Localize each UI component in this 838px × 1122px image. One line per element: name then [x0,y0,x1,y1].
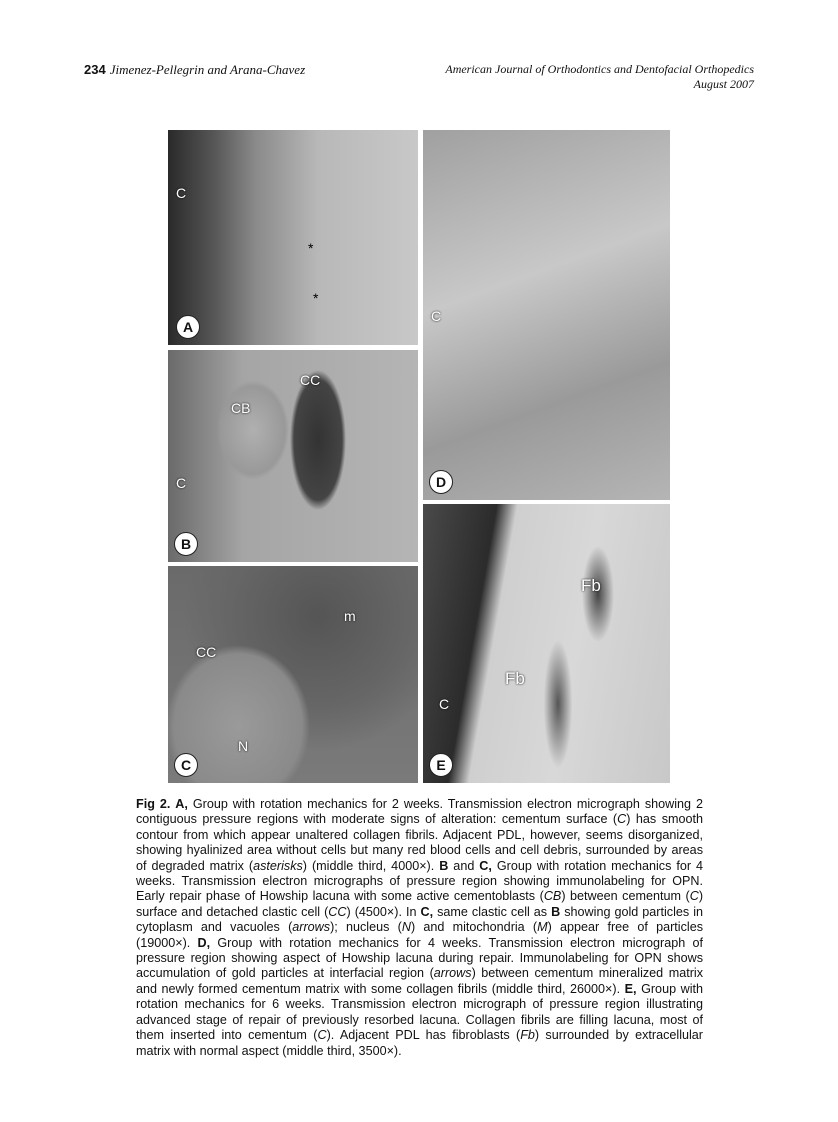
issue-date: August 2007 [693,77,754,91]
journal-name: American Journal of Orthodontics and Dentofacial Orthopedics [445,62,754,76]
caption-segment: ) surface and detached clastic cell ( [136,889,704,919]
panel-label-c: C [431,308,442,324]
caption-segment: C [617,812,627,827]
page-number: 234 [84,62,106,77]
caption-segment: CB [543,889,562,904]
caption-segment: arrows [292,920,331,935]
panel-label-n: N [238,738,249,754]
panel-label-c: C [176,185,187,201]
running-header-left [84,62,305,78]
asterisk-marker: * [308,240,314,256]
figure-panel-b [168,350,418,562]
asterisk-marker: * [313,290,319,306]
figure-panel-e [423,504,670,783]
panel-letter: C [174,753,198,777]
caption-segment: ) has smooth contour from which appear unaltered collagen fibrils. Adjacent PDL, however, seems disorganized, showing hyalinized area without cells but many red blood cells and cell debris, surrounded by areas of degraded matrix ( [136,812,703,873]
figure-panel-c [168,566,418,783]
caption-segment: ) between cementum ( [561,889,690,904]
caption-segment: C [317,1028,327,1043]
caption-segment: ) appear free of particles (19000×). [136,920,704,950]
caption-segment: B [551,904,561,919]
panel-label-c: C [439,696,450,712]
caption-segment: arrows [433,966,472,981]
caption-segment: C, [479,858,492,873]
caption-segment: ) between cementum mineralized matrix and newly formed cementum matrix with some collagen fibrils (middle third, 26000×). [136,966,703,996]
panel-letter: B [174,532,198,556]
caption-segment: C [689,889,699,904]
figure-caption [136,797,703,1059]
figure-panel-d [423,130,670,500]
panel-letter: A [176,315,200,339]
caption-segment: E, [624,981,637,996]
panel-label-cc: CC [300,372,321,388]
figure-panel-a [168,130,418,345]
caption-segment: Group with rotation mechanics for 4 weeks. Transmission electron micrograph of pressure region showing aspect of Howship lacuna during repair. Immunolabeling for OPN shows accumulation of gold particles at interfacial region ( [136,935,704,981]
caption-segment: D, [197,935,211,950]
running-header-right [445,62,754,92]
caption-segment: C, [420,904,434,919]
caption-segment: ) and mitochondria ( [410,920,538,935]
panel-letter: D [429,470,453,494]
caption-segment: ). Adjacent PDL has fibroblasts ( [326,1028,521,1043]
panel-letter: E [429,753,453,777]
caption-segment: M [537,920,548,935]
caption-segment: ); nucleus ( [330,920,402,935]
caption-segment: Fig 2. [136,797,171,811]
caption-segment: B [439,858,449,873]
panel-label-fb: Fb [505,669,525,688]
panel-label-fb: Fb [581,576,601,595]
caption-segment: showing gold particles in cytoplasm and vacuoles ( [136,904,703,935]
authors: Jimenez-Pellegrin and Arana-Chavez [109,62,306,77]
caption-segment: N [401,920,411,935]
caption-segment: asterisks [253,858,303,873]
panel-label-c: C [176,475,187,491]
caption-segment: ) surrounded by extracellular matrix with normal aspect (middle third, 3500×). [136,1028,704,1058]
caption-segment: Group with rotation mechanics for 6 weeks. Transmission electron micrograph of pressure region illustrating advanced stage of repair of previously resorbed lacuna. Collagen fibrils are filling lacuna, most of them inserted into cementum ( [136,981,703,1043]
panel-label-m: m [344,608,356,624]
caption-segment: Group with rotation mechanics for 2 weeks. Transmission electron micrograph showing 2 contiguous pressure regions with moderate signs of alteration: cementum surface ( [136,797,703,827]
panel-label-cb: CB [231,400,251,416]
caption-segment: ) (4500×). In [346,904,421,919]
caption-segment: and [448,858,480,873]
caption-segment: same clastic cell as [433,904,552,919]
caption-segment: Group with rotation mechanics for 4 weeks. Transmission electron micrographs of pressure region showing immunolabeling for OPN. Early repair phase of Howship lacuna with some active cementoblasts ( [136,858,704,904]
caption-segment: Fb [520,1028,535,1043]
caption-segment: CC [328,904,347,919]
caption-segment: ) (middle third, 4000×). [302,858,440,873]
panel-label-cc: CC [196,644,217,660]
caption-segment: A, [175,797,188,811]
